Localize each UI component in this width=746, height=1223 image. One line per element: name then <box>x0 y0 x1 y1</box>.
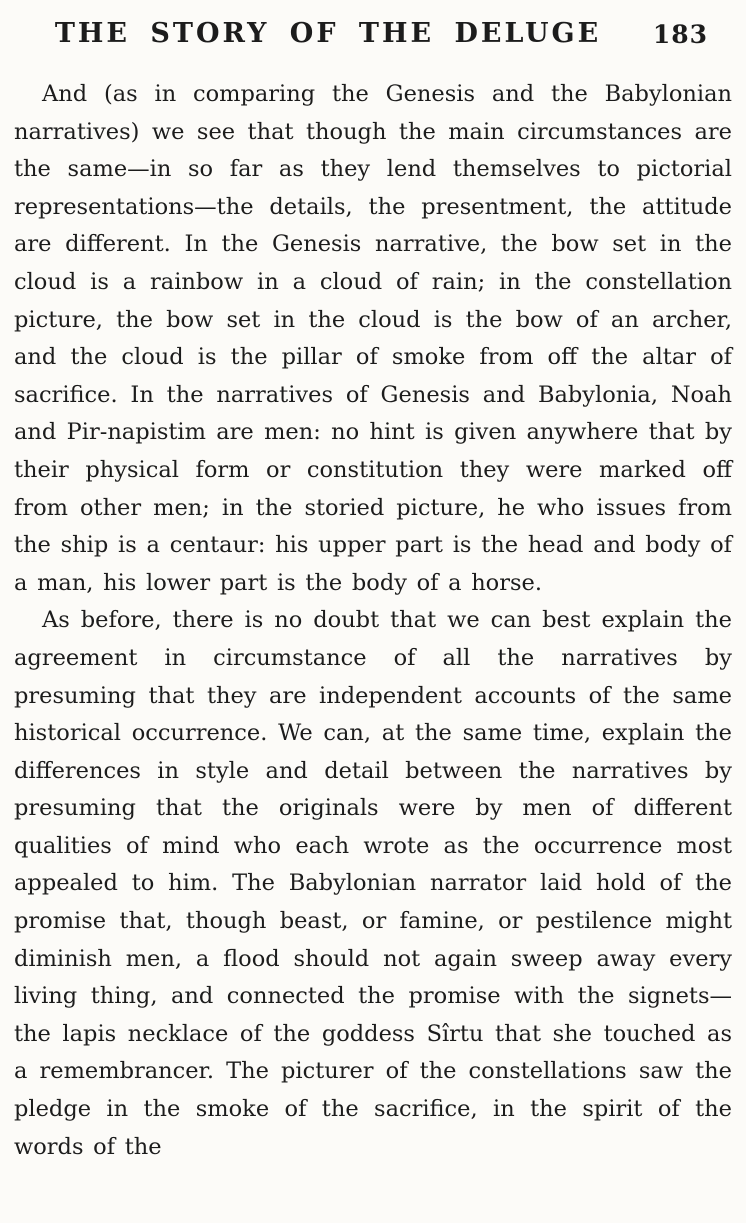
page-header <box>14 16 732 62</box>
page-number: 183 <box>652 20 708 49</box>
page-body <box>14 76 732 1166</box>
body-paragraph-2: As before, there is no doubt that we can best explain the agreement in circumstance of all the narratives by presuming that they are independent accounts of the same historical occurrence. We can, at the same time, explain the differences in style and detail between the narratives by presuming that the originals were by men of different qualities of mind who each wrote as the occurrence most appealed to him. The Babylonian narrator laid hold of the promise that, though beast, or famine, or pestilence might diminish men, a flood should not again sweep away every living thing, and connected the promise with the signets—the lapis necklace of the goddess Sîrtu that she touched as a remembrancer. The picturer of the constellations saw the pledge in the smoke of the sacrifice, in the spirit of the words of the <box>14 607 732 1160</box>
body-paragraph-1: And (as in comparing the Genesis and the Babylonian narratives) we see that though the main circumstances are the same—in so far as they lend themselves to pictorial representations—the details, the presentment, the attitude are different. In the Genesis narrative, the bow set in the cloud is a rainbow in a cloud of rain; in the constellation picture, the bow set in the cloud is the bow of an archer, and the cloud is the pillar of smoke from off the altar of sacrifice. In the narratives of Genesis and Babylonia, Noah and Pir-napistim are men: no hint is given anywhere that by their physical form or constitution they were marked off from other men; in the storied picture, he who issues from the ship is a centaur: his upper part is the head and body of a man, his lower part is the body of a horse. <box>14 81 732 596</box>
running-title: THE STORY OF THE DELUGE <box>54 18 602 49</box>
